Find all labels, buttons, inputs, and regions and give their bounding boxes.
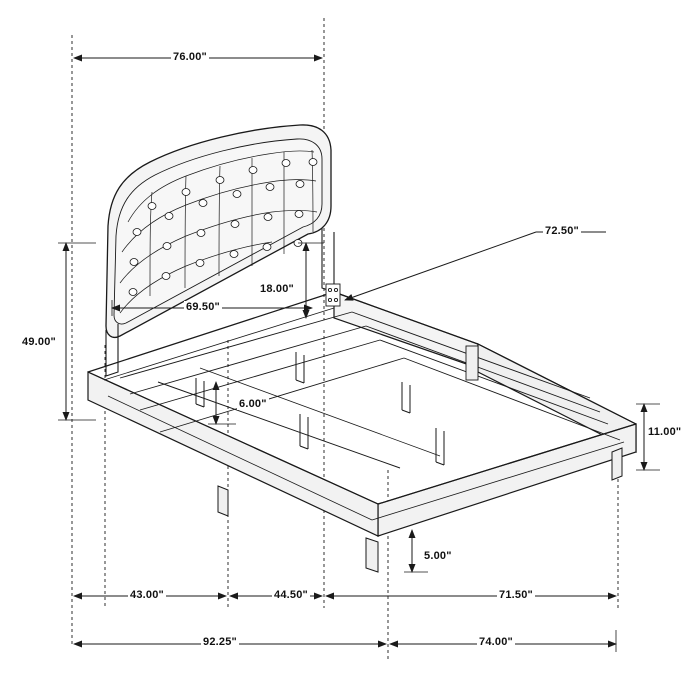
dimension-label-slat-clearance: 6.00" (239, 398, 267, 410)
dimension-label-bottom-mid-segment: 44.50" (274, 589, 308, 601)
dimension-label-overall-bottom-left: 92.25" (203, 636, 237, 648)
dimension-label-overall-length: 72.50" (545, 225, 579, 237)
dimension-label-headboard-height: 49.00" (22, 336, 56, 348)
witness-lines (72, 18, 618, 660)
bed-frame (88, 292, 636, 536)
dimension-lines (58, 58, 660, 652)
dimension-label-headboard-width: 69.50" (186, 301, 220, 313)
dimension-label-side-rail-height: 11.00" (648, 426, 682, 438)
dimension-label-overall-bottom-right: 74.00" (479, 636, 513, 648)
dimension-label-bottom-right-segment: 71.50" (499, 589, 533, 601)
dimension-label-rail-to-headboard: 18.00" (260, 283, 294, 295)
dimension-label-bottom-left-segment: 43.00" (130, 589, 164, 601)
dimension-label-foot-clearance: 5.00" (424, 550, 452, 562)
dimension-label-overall-width-top: 76.00" (173, 51, 207, 63)
